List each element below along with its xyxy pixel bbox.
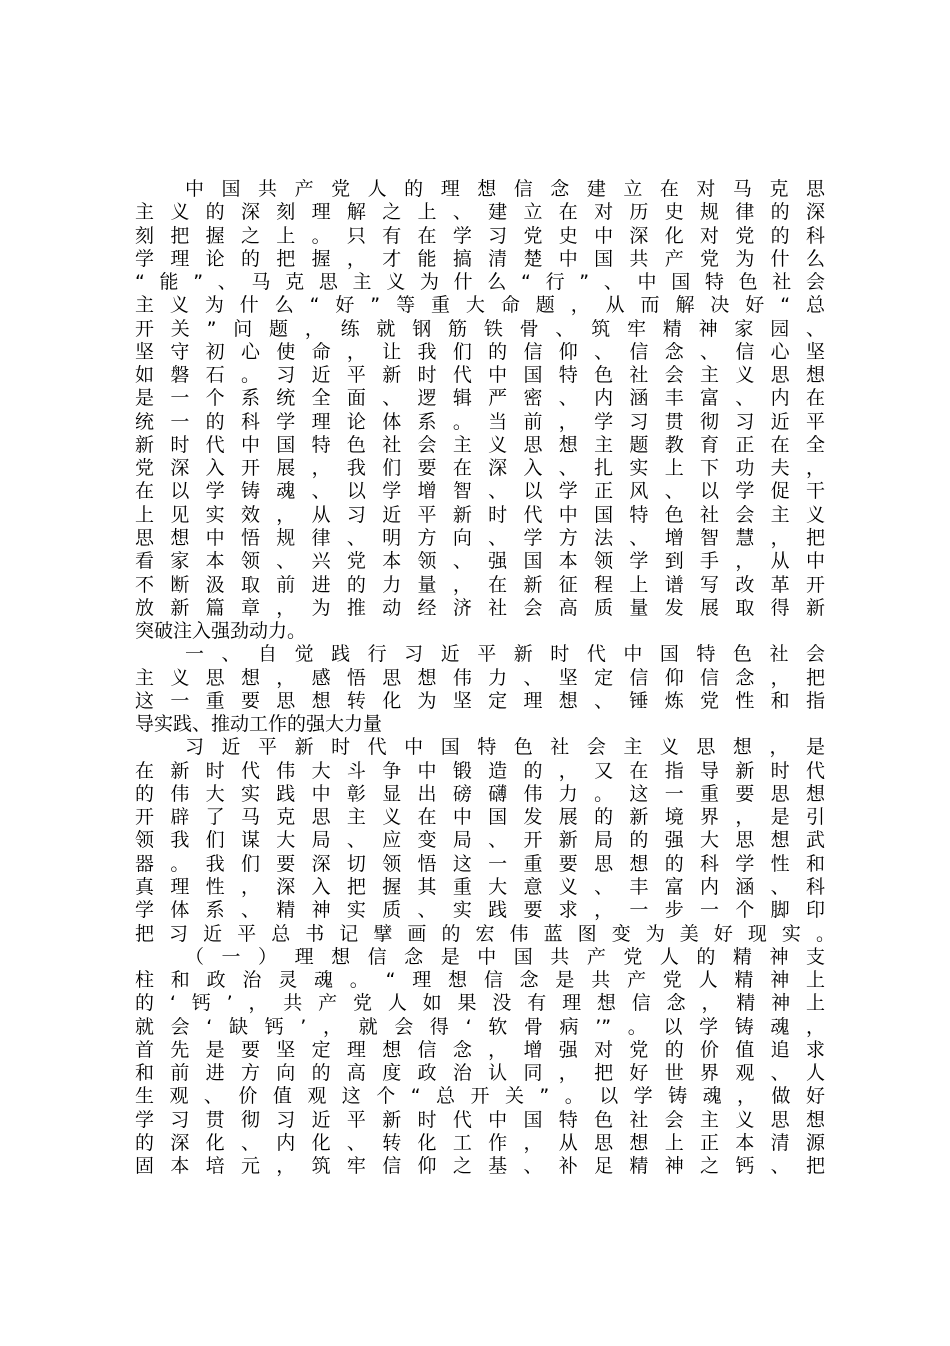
- paragraph-line: 开辟了马克思主义在中国发展的新境界，是引: [135, 806, 825, 829]
- paragraph-line: 统一的科学理论体系。当前，学习贯彻习近平: [135, 410, 825, 433]
- paragraph-line: 柱和政治灵魂。“理想信念是共产党人精神上: [135, 969, 825, 992]
- paragraph-line: 的‘钙’，共产党人如果没有理想信念，精神上: [135, 992, 825, 1015]
- paragraph-line: 放新篇章，为推动经济社会高质量发展取得新: [135, 596, 825, 619]
- paragraph-line: “能”、马克思主义为什么“行”、中国特色社会: [135, 271, 825, 294]
- paragraph-line: 首先是要坚定理想信念，增强对党的价值追求: [135, 1038, 825, 1061]
- paragraph-line: 在新时代伟大斗争中锻造的，又在指导新时代: [135, 759, 825, 782]
- paragraph-line: 器。我们要深切领悟这一重要思想的科学性和: [135, 852, 825, 875]
- paragraph-line: 和前进方向的高度政治认同，把好世界观、人: [135, 1062, 825, 1085]
- paragraph-line: 学理论的把握，才能搞清楚中国共产党为什么: [135, 247, 825, 270]
- paragraph-line: 主义的深刻理解之上、建立在对历史规律的深: [135, 201, 825, 224]
- paragraph-line: 开关”问题，练就钢筋铁骨、筑牢精神家园、: [135, 317, 825, 340]
- paragraph-line: 的深化、内化、转化工作，从思想上正本清源: [135, 1131, 825, 1154]
- paragraph-line: 坚守初心使命，让我们的信仰、信念、信心坚: [135, 340, 825, 363]
- paragraph-line: 固本培元，筑牢信仰之基、补足精神之钙、把: [135, 1155, 825, 1178]
- paragraph-line: 新时代中国特色社会主义思想主题教育正在全: [135, 433, 825, 456]
- paragraph-line: 真理性，深入把握其重大意义、丰富内涵、科: [135, 875, 825, 898]
- section-heading-line: 主义思想，感悟思想伟力、坚定信仰信念，把: [135, 666, 825, 689]
- paragraph-line: 中国共产党人的理想信念建立在对马克思: [185, 178, 825, 200]
- paragraph-line: 如磐石。习近平新时代中国特色社会主义思想: [135, 364, 825, 387]
- section-heading-line: 这一重要思想转化为坚定理想、锤炼党性和指: [135, 689, 825, 712]
- paragraph-line: 的伟大实践中彰显出磅礴伟力。这一重要思想: [135, 782, 825, 805]
- section-heading-line: 导实践、推动工作的强大力量: [135, 713, 383, 736]
- paragraph-line: （一）理想信念是中国共产党人的精神支: [185, 945, 825, 968]
- paragraph-line: 是一个系统全面、逻辑严密、内涵丰富、内在: [135, 387, 825, 410]
- paragraph-line: 把习近平总书记擘画的宏伟蓝图变为美好现实。: [135, 922, 835, 945]
- section-heading-line: 一、自觉践行习近平新时代中国特色社会: [185, 643, 825, 666]
- paragraph-line: 突破注入强劲动力。: [135, 620, 307, 643]
- paragraph-line: 党深入开展，我们要在深入、扎实上下功夫，: [135, 457, 825, 480]
- paragraph-line: 在以学铸魂、以学增智、以学正风、以学促干: [135, 480, 825, 503]
- paragraph-line: 学体系、精神实质、实践要求，一步一个脚印: [135, 899, 825, 922]
- paragraph-line: 看家本领、兴党本领、强国本领学到手，从中: [135, 550, 825, 573]
- paragraph-line: 上见实效，从习近平新时代中国特色社会主义: [135, 503, 825, 526]
- paragraph-line: 领我们谋大局、应变局、开新局的强大思想武: [135, 829, 825, 852]
- paragraph-line: 生观、价值观这个“总开关”。以学铸魂，做好: [135, 1085, 825, 1108]
- paragraph-line: 刻把握之上。只有在学习党史中深化对党的科: [135, 224, 825, 247]
- paragraph-line: 思想中悟规律、明方向、学方法、增智慧，把: [135, 526, 825, 549]
- paragraph-line: 不断汲取前进的力量，在新征程上谱写改革开: [135, 573, 825, 596]
- paragraph-line: 主义为什么“好”等重大命题，从而解决好“总: [135, 294, 825, 317]
- paragraph-line: 学习贯彻习近平新时代中国特色社会主义思想: [135, 1108, 825, 1131]
- paragraph-line: 就会‘缺钙’，就会得‘软骨病’”。以学铸魂，: [135, 1015, 825, 1038]
- paragraph-line: 习近平新时代中国特色社会主义思想，是: [185, 736, 825, 759]
- body-text: [135, 178, 835, 1178]
